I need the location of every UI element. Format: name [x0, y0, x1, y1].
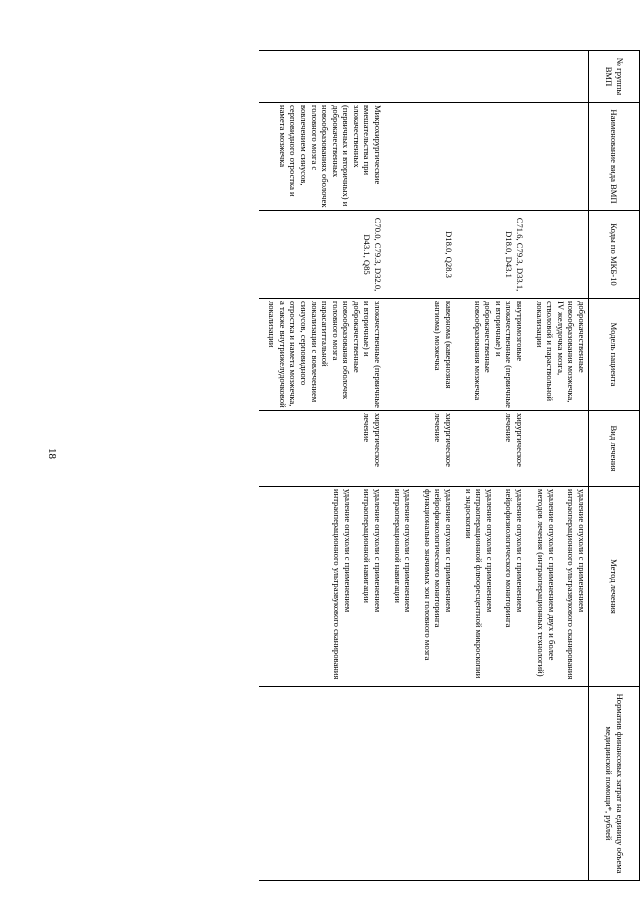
header-kind: Вид лечения [589, 411, 640, 487]
header-group: № группы ВМП [589, 51, 640, 103]
cell-norm [526, 687, 588, 881]
header-norm: Норматив финансовых затрат на единицу объема медицинской помощи*, рублей [589, 687, 640, 881]
method-item: удаление опухоли с применением нейрофизиологического мониторинга [504, 489, 526, 628]
cell-name: Микрохирургические вмешательства при злокачественных (первичных и вторичных) и доброкачественных новообразованиях оболочек головного мозга с вовлечением синусов, серповидного отростка и намета мозжечка [259, 103, 385, 211]
method-item: удаление опухоли с применением интраоперационной флюоресцентной микроскопии и эндоскопии [463, 489, 495, 679]
page-number: 18 [46, 448, 58, 459]
cell-group [526, 51, 588, 103]
cell-norm [259, 687, 385, 881]
header-row [589, 51, 640, 881]
method-item: удаление опухоли с применением двух и более методов лечения (интраоперационных технологий) [536, 489, 557, 677]
header-method: Метод лечения [589, 487, 640, 687]
cell-kind: хирургическое лечение [384, 411, 455, 487]
cell-method [455, 487, 526, 687]
cell-codes: C70.0, C79.3, D32.0, D43.1, Q85 [259, 211, 385, 299]
cell-norm [384, 687, 455, 881]
cell-group [455, 51, 526, 103]
method-item: удаление опухоли с применением нейрофизиологического мониторинга функционально значимых зон головного мозга [422, 489, 455, 661]
cell-model: доброкачественные новообразования мозжечка, IV желудочка мозга, стволовой и параствольной локализации [526, 299, 588, 411]
method-item: удаление опухоли с применением интраоперационного ультразвукового сканирования [332, 489, 353, 680]
cell-kind: хирургическое лечение [455, 411, 526, 487]
cell-model: злокачественные (первичные и вторичные) и доброкачественные новообразования оболочек головного мозга парасагиттальной локализации с вовлечением синусов, серповидного отростка и намета мозжечка, а также внутрижелудочковой локализации [259, 299, 385, 411]
cell-model: кавернома (кавернозная ангиома) мозжечка [384, 299, 455, 411]
cell-group [384, 51, 455, 103]
cell-method [526, 487, 588, 687]
cell-codes: C71.6, C79.3, D33.1, D18.0, D43.1 [455, 211, 526, 299]
cell-name [384, 103, 455, 211]
method-item: удаление опухоли с применением интраоперационной навигации [362, 489, 384, 613]
cell-kind [526, 411, 588, 487]
cell-method [259, 487, 385, 687]
cell-model: внутримозговые злокачественные (первичные и вторичные) и доброкачественные новообразования мозжечка [455, 299, 526, 411]
cell-norm [455, 687, 526, 881]
table-row [259, 51, 385, 881]
cell-name [455, 103, 526, 211]
method-item: удаление опухоли с применением интраоперационной навигации [392, 489, 414, 613]
cell-group [259, 51, 385, 103]
table-row [455, 51, 526, 881]
table-row [526, 51, 588, 881]
header-codes: Коды по МКБ-10 [589, 211, 640, 299]
table-row [384, 51, 455, 881]
cell-codes: D18.0, Q28.3 [384, 211, 455, 299]
method-item: удаление опухоли с применением интраоперационного ультразвукового сканирования [566, 489, 587, 680]
header-name: Наименование вида ВМП [589, 103, 640, 211]
vmp-table [259, 50, 640, 881]
header-model: Модель пациента [589, 299, 640, 411]
cell-kind: хирургическое лечение [259, 411, 385, 487]
cell-codes [526, 211, 588, 299]
rotated-table-container [92, 50, 640, 880]
cell-name [526, 103, 588, 211]
cell-method [384, 487, 455, 687]
